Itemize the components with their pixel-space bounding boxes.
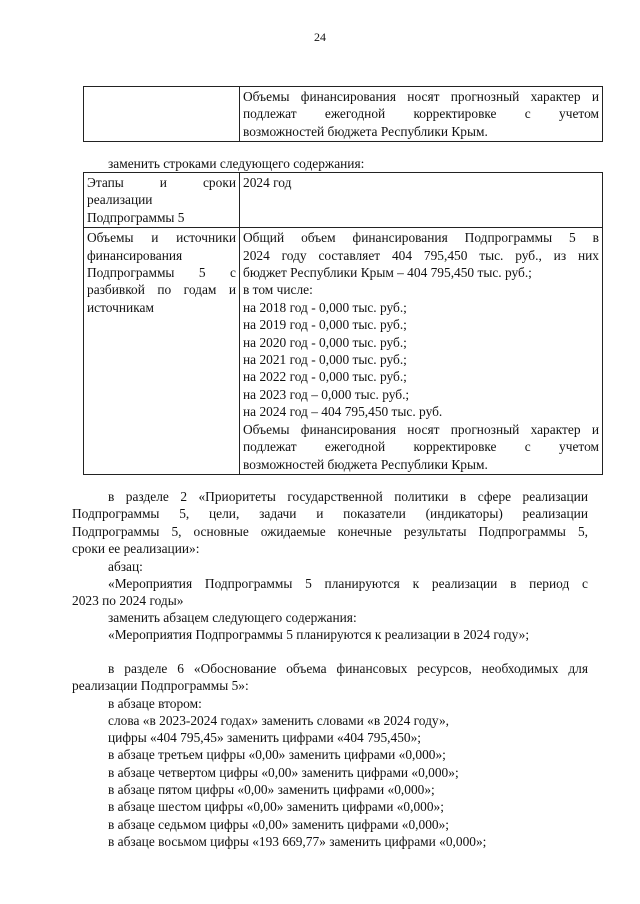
text-line: источникам	[87, 299, 154, 315]
table-cell-funding-value	[240, 228, 603, 475]
text-line: возможностей бюджета Республики Крым.	[243, 123, 488, 139]
replace-instruction: заменить абзацем следующего содержания:	[108, 610, 357, 625]
text-line: Подпрограммы 5	[87, 209, 185, 225]
text-line: сроки ее реализации»:	[72, 541, 200, 557]
text-line: на 2024 год – 404 795,450 тыс. руб.	[243, 404, 443, 420]
text-line: 2023 по 2024 годы»	[72, 593, 184, 609]
old-text-quote	[72, 575, 588, 610]
text-line: финансирования	[87, 247, 183, 263]
text-line: на 2019 год - 0,000 тыс. руб.;	[243, 317, 407, 333]
section6-item: в абзаце восьмом цифры «193 669,77» заменить цифрами «0,000»;	[108, 834, 487, 849]
new-text-quote: «Мероприятия Подпрограммы 5 планируются к реализации в 2024 году»;	[108, 627, 530, 642]
text-line: на 2022 год - 0,000 тыс. руб.;	[243, 369, 407, 385]
intro-line: заменить строками следующего содержания:	[108, 156, 365, 171]
text-line: Этапы и сроки	[87, 175, 236, 190]
section6-item: в абзаце пятом цифры «0,00» заменить цифрами «0,000»;	[108, 782, 435, 797]
table-cell-stages-value	[240, 173, 603, 228]
table-cell-funding-note	[240, 87, 603, 142]
text-line: на 2020 год - 0,000 тыс. руб.;	[243, 334, 407, 350]
section6-item: в абзаце третьем цифры «0,00» заменить цифрами «0,000»;	[108, 747, 446, 762]
text-line: бюджет Республики Крым – 404 795,450 тыс. руб.;	[243, 265, 532, 281]
section6-paragraph	[72, 660, 588, 695]
text-line: Объемы финансирования носят прогнозный характер и	[243, 89, 599, 104]
text-line: подлежат ежегодной корректировке с учетом	[243, 439, 599, 455]
text-line: 2024 году составляет 404 795,450 тыс. руб., из них	[243, 247, 599, 263]
section6-item: слова «в 2023-2024 годах» заменить словами «в 2024 году»,	[108, 713, 449, 728]
text-line: подлежат ежегодной корректировке с учетом	[243, 106, 599, 122]
text-line: на 2021 год - 0,000 тыс. руб.;	[243, 352, 407, 368]
text-line: Объемы финансирования носят прогнозный характер и	[243, 421, 599, 437]
section6-item: в абзаце четвертом цифры «0,00» заменить цифрами «0,000»;	[108, 765, 459, 780]
abzac-label: абзац:	[108, 559, 143, 574]
text-line: в разделе 6 «Обоснование объема финансовых ресурсов, необходимых для	[108, 661, 588, 676]
text-line: Подпрограммы 5, основные ожидаемые конечные результаты Подпрограммы 5,	[72, 523, 588, 539]
table-cell-stages-label	[84, 173, 240, 228]
table-previous-row	[83, 86, 603, 142]
text-line: возможностей бюджета Республики Крым.	[243, 456, 488, 472]
section6-item: в абзаце шестом цифры «0,00» заменить цифрами «0,000»;	[108, 799, 444, 814]
table-row	[84, 87, 603, 142]
text-line: разбивкой по годам и	[87, 282, 236, 298]
text-line: в разделе 2 «Приоритеты государственной политики в сфере реализации	[108, 489, 588, 504]
table-replacement-rows	[83, 172, 603, 475]
text-line: 2024 год	[243, 175, 292, 190]
text-line: реализации Подпрограммы 5»:	[72, 678, 249, 694]
section6-item: в абзаце седьмом цифры «0,00» заменить цифрами «0,000»;	[108, 817, 450, 832]
text-line: Подпрограммы 5, цели, задачи и показатели (индикаторы) реализации	[72, 506, 588, 522]
section6-item: в абзаце втором:	[108, 696, 202, 711]
table-row	[84, 228, 603, 475]
text-line: Общий объем финансирования Подпрограммы 5 в	[243, 230, 599, 246]
text-line: реализации	[87, 192, 153, 208]
table-cell-funding-label	[84, 228, 240, 475]
text-line: на 2023 год – 0,000 тыс. руб.;	[243, 386, 410, 402]
text-line: на 2018 год - 0,000 тыс. руб.;	[243, 299, 407, 315]
table-row	[84, 173, 603, 228]
text-line: Объемы и источники	[87, 230, 236, 246]
page-number: 24	[314, 30, 326, 44]
table-cell-empty	[84, 87, 240, 142]
text-line: «Мероприятия Подпрограммы 5 планируются к реализации в период с	[108, 576, 588, 591]
text-line: в том числе:	[243, 282, 313, 298]
text-line: Подпрограммы 5 с	[87, 265, 236, 281]
section6-item: цифры «404 795,45» заменить цифрами «404 795,450»;	[108, 730, 422, 745]
section2-paragraph	[72, 488, 588, 558]
